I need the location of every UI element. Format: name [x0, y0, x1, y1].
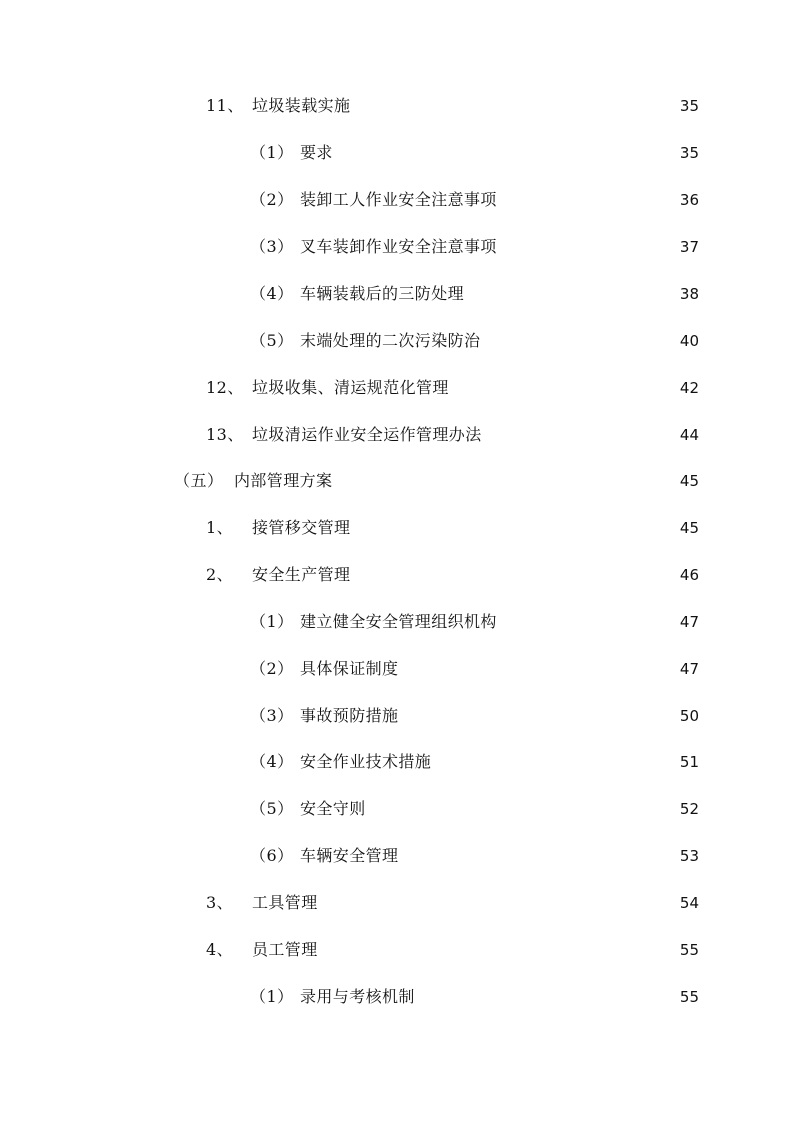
toc-entry-11-1[interactable] — [250, 133, 699, 173]
toc-entry-12[interactable] — [206, 368, 699, 408]
toc-entry-number: 12、 — [206, 378, 244, 397]
toc-dot-leader — [484, 321, 673, 361]
toc-entry-2-1[interactable] — [250, 602, 699, 642]
toc-entry-title: 安全守则 — [300, 799, 366, 818]
toc-entry-title: 录用与考核机制 — [300, 987, 415, 1006]
toc-dot-leader — [402, 836, 673, 876]
toc-entry-2-6[interactable] — [250, 836, 699, 876]
toc-entry-title: 建立健全安全管理组织机构 — [300, 612, 497, 631]
toc-entry-3[interactable] — [206, 883, 699, 923]
toc-page-number: 45 — [679, 519, 699, 537]
toc-entry-title: 车辆装载后的三防处理 — [300, 284, 465, 303]
toc-dot-leader — [354, 86, 673, 126]
toc-entry-number: （4） — [250, 284, 294, 303]
toc-page-number: 45 — [679, 472, 699, 490]
toc-page-number: 46 — [679, 566, 699, 584]
toc-page-number: 55 — [679, 988, 699, 1006]
toc-page-number: 35 — [679, 97, 699, 115]
toc-page-number: 47 — [679, 660, 699, 678]
toc-page-number: 54 — [679, 894, 699, 912]
toc-page-number: 53 — [679, 847, 699, 865]
toc-entry-title: 车辆安全管理 — [300, 846, 399, 865]
toc-entry-4[interactable] — [206, 930, 699, 970]
toc-entry-title: 内部管理方案 — [234, 471, 333, 490]
toc-page-number: 51 — [679, 753, 699, 771]
toc-entry-number: 2、 — [206, 565, 234, 584]
toc-entry-title: 安全生产管理 — [252, 565, 351, 584]
toc-page-number: 42 — [679, 379, 699, 397]
toc-entry-4-1[interactable] — [250, 977, 699, 1017]
toc-page-number: 47 — [679, 613, 699, 631]
toc-entry-title: 接管移交管理 — [252, 518, 351, 537]
toc-entry-title: 工具管理 — [252, 893, 318, 912]
toc-dot-leader — [501, 602, 673, 642]
toc-entry-2[interactable] — [206, 555, 699, 595]
toc-entry-number: （1） — [250, 143, 294, 162]
toc-dot-leader — [354, 555, 673, 595]
toc-page-number: 44 — [679, 426, 699, 444]
toc-entry-number: （2） — [250, 190, 294, 209]
toc-entry-1[interactable] — [206, 508, 699, 548]
toc-dot-leader — [419, 977, 673, 1017]
toc-entry-number: 13、 — [206, 425, 244, 444]
toc-page-number: 35 — [679, 144, 699, 162]
toc-entry-title: 员工管理 — [252, 940, 318, 959]
toc-entry-11-4[interactable] — [250, 274, 699, 314]
toc-entry-11-5[interactable] — [250, 321, 699, 361]
toc-entry-number: （1） — [250, 612, 294, 631]
toc-dot-leader — [501, 180, 673, 220]
toc-page-number: 37 — [679, 238, 699, 256]
toc-entry-number: （3） — [250, 237, 294, 256]
toc-dot-leader — [370, 789, 673, 829]
toc-entry-2-4[interactable] — [250, 742, 699, 782]
toc-entry-11[interactable] — [206, 86, 699, 126]
toc-page-number: 38 — [679, 285, 699, 303]
toc-entry-title: 要求 — [300, 143, 333, 162]
toc-dot-leader — [354, 508, 673, 548]
toc-entry-title: 装卸工人作业安全注意事项 — [300, 190, 497, 209]
toc-entry-title: 安全作业技术措施 — [300, 752, 432, 771]
toc-entry-number: 3、 — [206, 893, 234, 912]
toc-page-number: 55 — [679, 941, 699, 959]
toc-dot-leader — [322, 930, 673, 970]
toc-entry-2-2[interactable] — [250, 649, 699, 689]
toc-dot-leader — [336, 461, 673, 501]
toc-entry-title: 叉车装卸作业安全注意事项 — [300, 237, 497, 256]
toc-entry-number: （五） — [174, 471, 224, 490]
toc-dot-leader — [486, 415, 673, 455]
toc-entry-number: （5） — [250, 331, 294, 350]
toc-entry-13[interactable] — [206, 415, 699, 455]
toc-entry-number: 1、 — [206, 518, 234, 537]
toc-dot-leader — [468, 274, 673, 314]
toc-dot-leader — [402, 696, 673, 736]
toc-page-number: 50 — [679, 707, 699, 725]
toc-entry-number: 11、 — [206, 96, 244, 115]
toc-entry-number: （6） — [250, 846, 294, 865]
toc-dot-leader — [435, 742, 673, 782]
toc-entry-number: （4） — [250, 752, 294, 771]
toc-dot-leader — [453, 368, 673, 408]
toc-page-number: 36 — [679, 191, 699, 209]
toc-entry-number: （3） — [250, 706, 294, 725]
toc-entry-title: 末端处理的二次污染防治 — [300, 331, 481, 350]
toc-dot-leader — [322, 883, 673, 923]
toc-entry-title: 垃圾装载实施 — [252, 96, 351, 115]
toc-entry-2-3[interactable] — [250, 696, 699, 736]
toc-entry-title: 垃圾收集、清运规范化管理 — [252, 378, 449, 397]
toc-dot-leader — [337, 133, 673, 173]
toc-entry-number: 4、 — [206, 940, 234, 959]
toc-entry-title: 垃圾清运作业安全运作管理办法 — [252, 425, 482, 444]
toc-page-number: 40 — [679, 332, 699, 350]
toc-entry-number: （5） — [250, 799, 294, 818]
toc-entry-title: 具体保证制度 — [300, 659, 399, 678]
toc-entry-2-5[interactable] — [250, 789, 699, 829]
toc-dot-leader — [501, 227, 673, 267]
toc-entry-section-5[interactable] — [174, 461, 699, 501]
toc-page-number: 52 — [679, 800, 699, 818]
toc-entry-11-2[interactable] — [250, 180, 699, 220]
toc-entry-title: 事故预防措施 — [300, 706, 399, 725]
toc-entry-number: （1） — [250, 987, 294, 1006]
toc-entry-number: （2） — [250, 659, 294, 678]
toc-entry-11-3[interactable] — [250, 227, 699, 267]
toc-dot-leader — [402, 649, 673, 689]
